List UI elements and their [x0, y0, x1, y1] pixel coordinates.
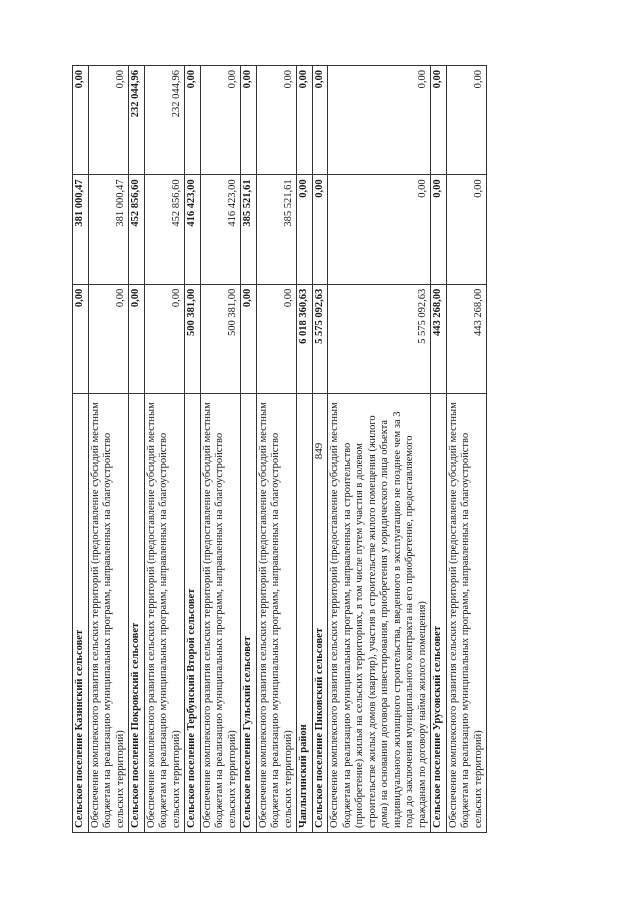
cell-value-1: 443 268,00	[431, 284, 447, 393]
cell-value-2: 381 000,47	[73, 175, 89, 284]
cell-name: Сельское поселение Урусовский сельсовет	[431, 394, 447, 833]
cell-value-3: 0,00	[446, 66, 487, 175]
cell-value-1: 0,00	[129, 284, 145, 393]
cell-value-3: 232 044,96	[144, 66, 185, 175]
cell-value-2: 416 423,00	[185, 175, 201, 284]
cell-value-1: 5 575 092,63	[312, 284, 328, 393]
table-row-section	[312, 66, 328, 833]
cell-name: Сельское поселение Тербунский Второй сельсовет	[185, 394, 201, 833]
page-number: 849	[313, 442, 325, 460]
table-row	[256, 66, 297, 833]
cell-value-2: 0,00	[446, 175, 487, 284]
cell-value-2: 452 856,60	[129, 175, 145, 284]
cell-value-2: 0,00	[297, 175, 313, 284]
cell-value-1: 0,00	[88, 284, 129, 393]
table-row-section	[185, 66, 201, 833]
cell-name: Обеспечение комплексного развития сельских территорий (предоставление субсидий местным бюджетам на реализацию муниципальных программ, направленных на благоустройство сельских территорий)	[200, 394, 241, 833]
cell-value-3: 0,00	[73, 66, 89, 175]
cell-value-1: 5 575 092,63	[328, 284, 431, 393]
table-row-section	[431, 66, 447, 833]
cell-value-1: 6 018 360,63	[297, 284, 313, 393]
cell-name: Обеспечение комплексного развития сельских территорий (предоставление субсидий местным бюджетам на реализацию муниципальных программ, направленных на строительство (приобретение) жилья на сельских территориях, в том числе путем участия в долевом строительстве жилых домов (квартир), участия в строительстве жилого помещения (жилого дома) на основании договора инвестирования, приобретения у юридического лица объекта индивидуального жилищного строительства, введенного в эксплуатацию не позднее чем за 3 года до заключения муниципального контракта на его приобретение, предоставляемого гражданам по договору найма жилого помещения)	[328, 394, 431, 833]
cell-name: Обеспечение комплексного развития сельских территорий (предоставление субсидий местным бюджетам на реализацию муниципальных программ, направленных на благоустройство сельских территорий)	[256, 394, 297, 833]
cell-value-1: 0,00	[256, 284, 297, 393]
cell-value-3: 0,00	[88, 66, 129, 175]
cell-value-2: 416 423,00	[200, 175, 241, 284]
cell-name: Обеспечение комплексного развития сельских территорий (предоставление субсидий местным бюджетам на реализацию муниципальных программ, направленных на благоустройство сельских территорий)	[446, 394, 487, 833]
cell-value-2: 0,00	[312, 175, 328, 284]
table-row	[446, 66, 487, 833]
cell-value-3: 0,00	[312, 66, 328, 175]
cell-value-3: 0,00	[185, 66, 201, 175]
budget-table	[72, 65, 487, 833]
cell-value-1: 0,00	[144, 284, 185, 393]
cell-name: Сельское поселение Казинский сельсовет	[73, 394, 89, 833]
table-row	[88, 66, 129, 833]
rotated-table-container	[72, 65, 584, 833]
table-row-section	[129, 66, 145, 833]
cell-name: Сельское поселение Покровский сельсовет	[129, 394, 145, 833]
table-row-section	[241, 66, 257, 833]
table-row-section	[297, 66, 313, 833]
cell-value-3: 0,00	[241, 66, 257, 175]
cell-name: Сельское поселение Гульский сельсовет	[241, 394, 257, 833]
cell-value-1: 443 268,00	[446, 284, 487, 393]
cell-value-3: 232 044,96	[129, 66, 145, 175]
cell-value-1: 500 381,00	[185, 284, 201, 393]
cell-value-2: 385 521,61	[256, 175, 297, 284]
cell-value-3: 0,00	[431, 66, 447, 175]
cell-value-2: 0,00	[431, 175, 447, 284]
cell-value-1: 0,00	[73, 284, 89, 393]
cell-name: Обеспечение комплексного развития сельских территорий (предоставление субсидий местным бюджетам на реализацию муниципальных программ, направленных на благоустройство сельских территорий)	[144, 394, 185, 833]
table-row-section	[73, 66, 89, 833]
cell-name: Сельское поселение Пиковский сельсовет	[312, 394, 328, 833]
cell-value-3: 0,00	[328, 66, 431, 175]
table-row	[328, 66, 431, 833]
cell-value-3: 0,00	[256, 66, 297, 175]
table-row	[200, 66, 241, 833]
cell-name: Обеспечение комплексного развития сельских территорий (предоставление субсидий местным бюджетам на реализацию муниципальных программ, направленных на благоустройство сельских территорий)	[88, 394, 129, 833]
table-row	[144, 66, 185, 833]
cell-value-3: 0,00	[297, 66, 313, 175]
cell-value-1: 500 381,00	[200, 284, 241, 393]
cell-value-2: 385 521,61	[241, 175, 257, 284]
cell-value-1: 0,00	[241, 284, 257, 393]
cell-name: Чаплыгинский район	[297, 394, 313, 833]
cell-value-2: 0,00	[328, 175, 431, 284]
table-body	[73, 66, 487, 833]
cell-value-2: 452 856,60	[144, 175, 185, 284]
cell-value-2: 381 000,47	[88, 175, 129, 284]
cell-value-3: 0,00	[200, 66, 241, 175]
